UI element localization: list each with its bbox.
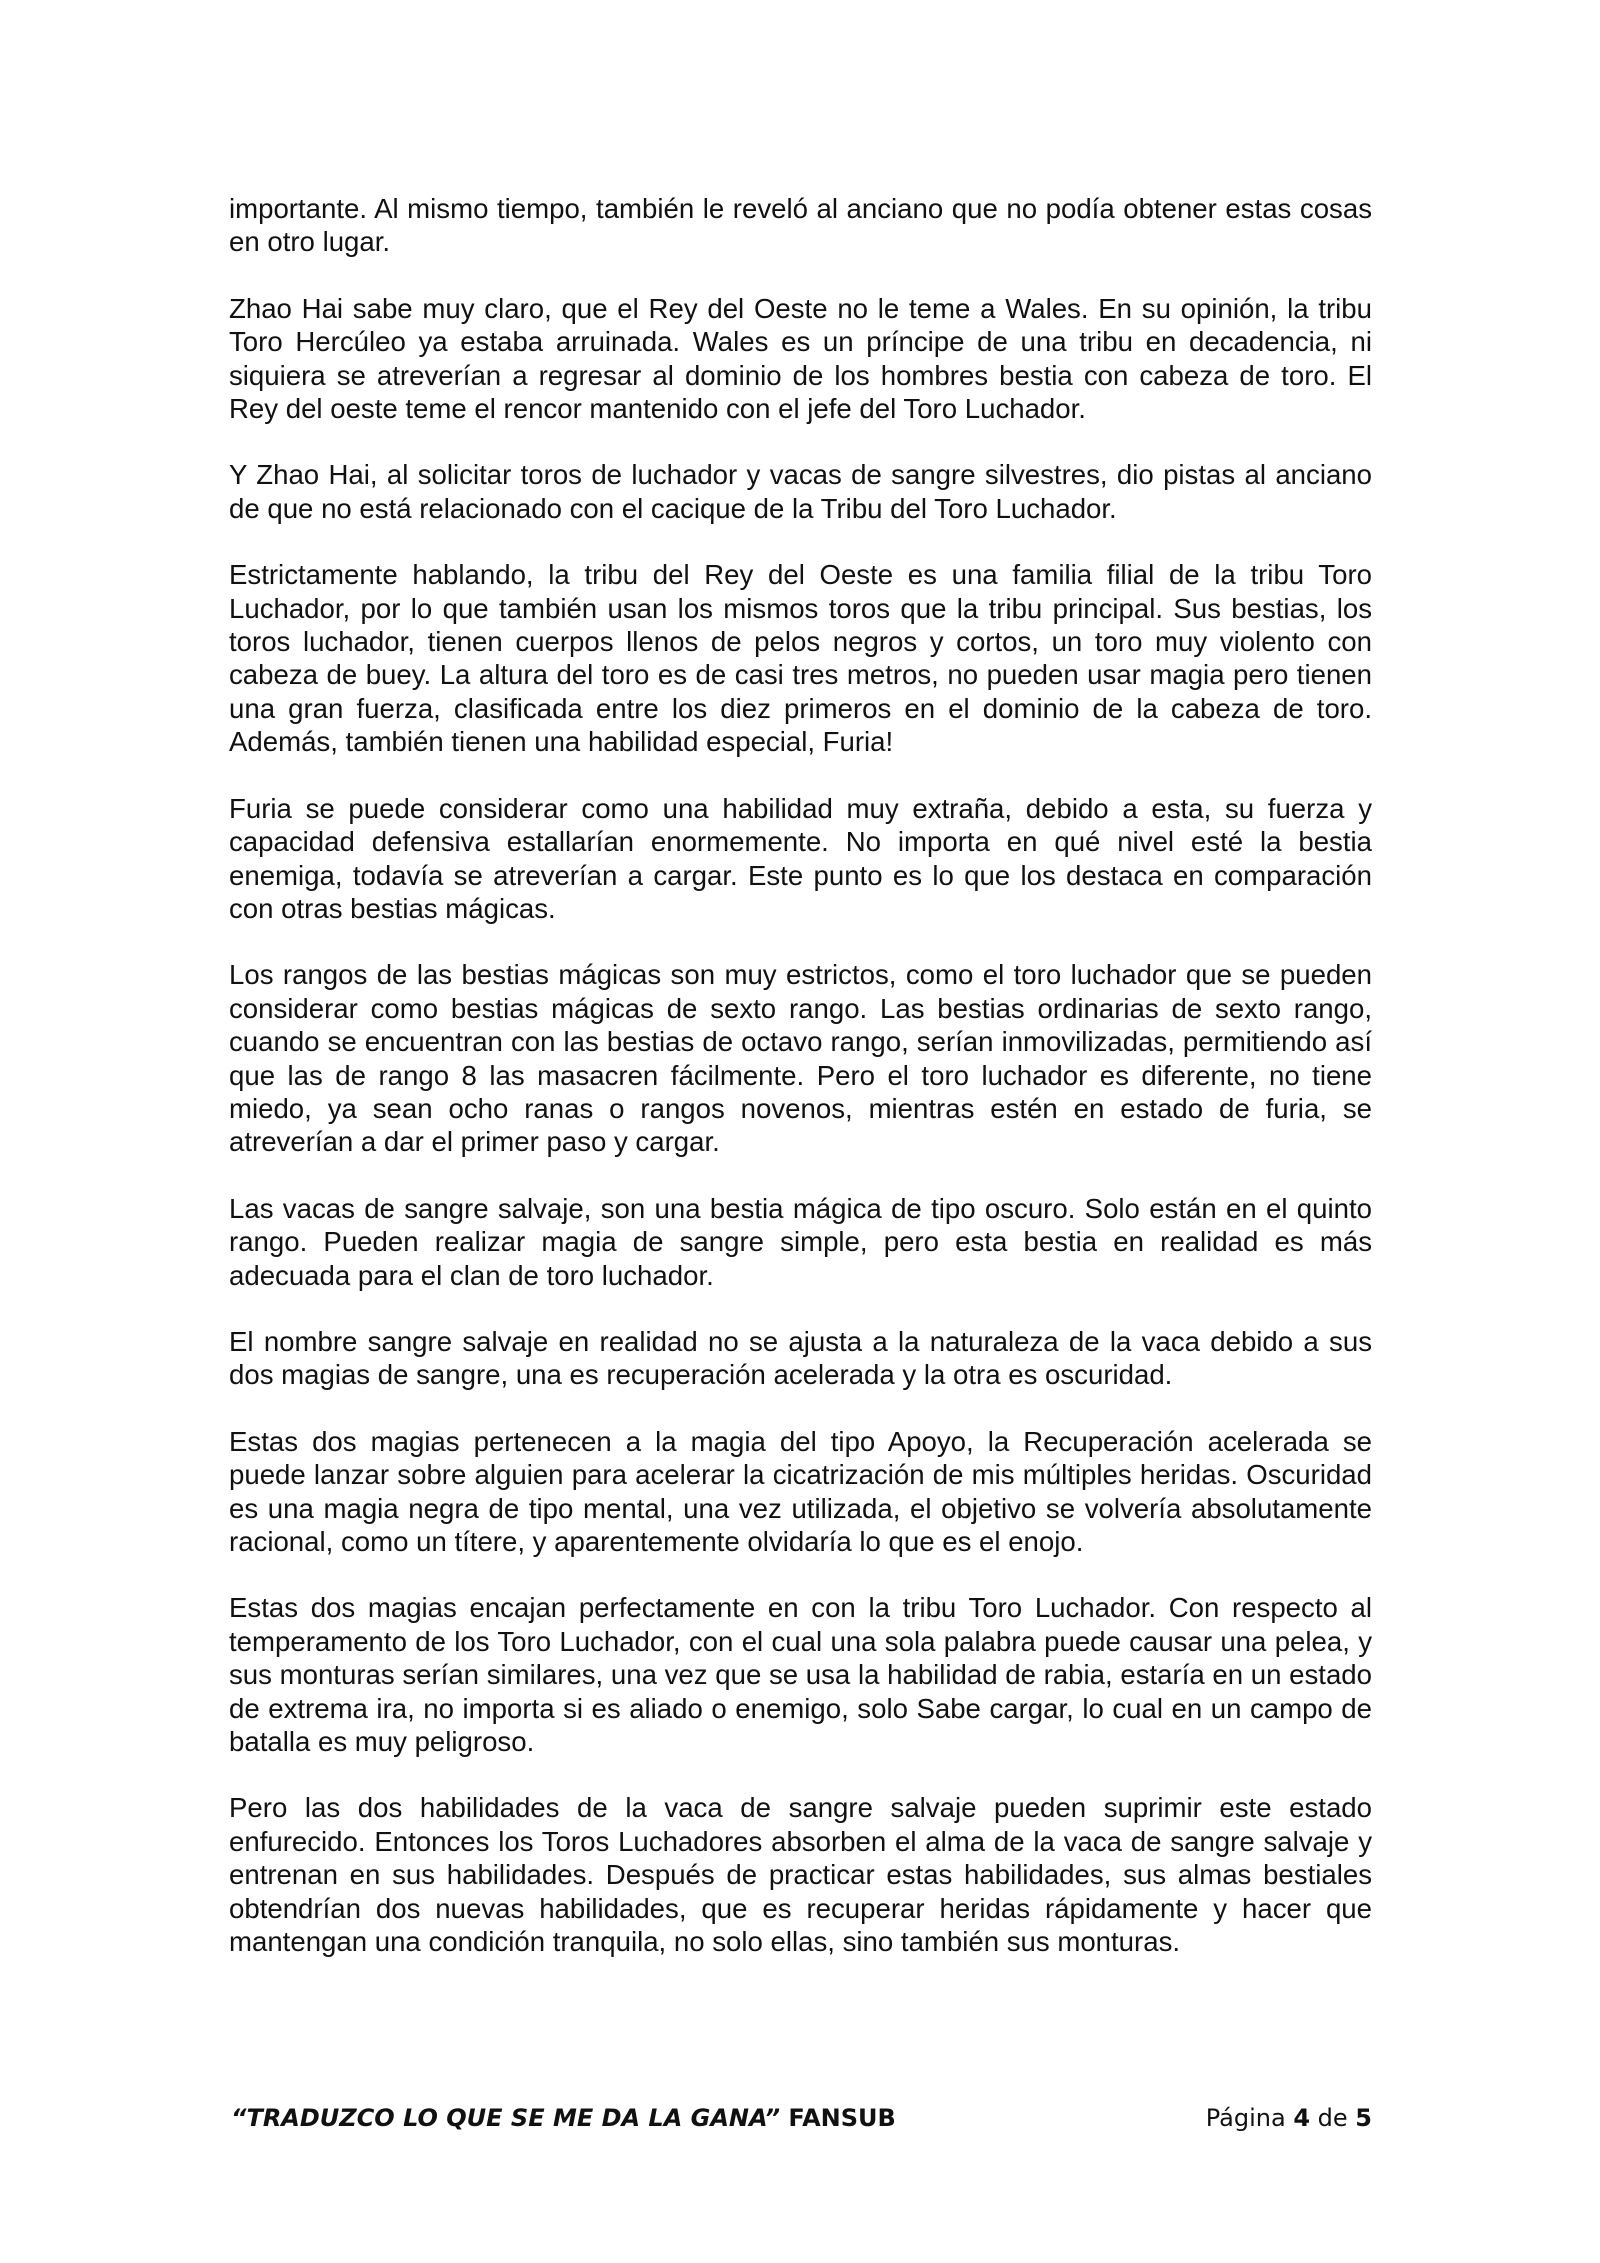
paragraph-6: Los rangos de las bestias mágicas son muy estrictos, como el toro luchador que se pueden considerar como bestias mágicas de sexto rango. Las bestias ordinarias de sexto rango, cuando se encuentran con las bestias de octavo rango, serían inmovilizadas, permitiendo así que las de rango 8 las masacren fácilmente. Pero el toro luchador es diferente, no tiene miedo, ya sean ocho ranas o rangos novenos, mientras estén en estado de furia, se atreverían a dar el primer paso y cargar. <box>229 959 1372 1158</box>
paragraph-2: Zhao Hai sabe muy claro, que el Rey del Oeste no le teme a Wales. En su opinión, la tribu Toro Hercúleo ya estaba arruinada. Wales es un príncipe de una tribu en decadencia, ni siquiera se atreverían a regresar al dominio de los hombres bestia con cabeza de toro. El Rey del oeste teme el rencor mantenido con el jefe del Toro Luchador. <box>229 292 1372 425</box>
paragraph-1: importante. Al mismo tiempo, también le reveló al anciano que no podía obtener estas cosas en otro lugar. <box>229 193 1372 258</box>
of-word: de <box>1310 2104 1356 2132</box>
paragraph-7: Las vacas de sangre salvaje, son una bestia mágica de tipo oscuro. Solo están en el quinto rango. Pueden realizar magia de sangre simple, pero esta bestia en realidad es más adecuada para el clan de toro luchador. <box>229 1192 1372 1291</box>
paragraph-9: Estas dos magias pertenecen a la magia del tipo Apoyo, la Recuperación acelerada se puede lanzar sobre alguien para acelerar la cicatrización de mis múltiples heridas. Oscuridad es una magia negra de tipo mental, una vez utilizada, el objetivo se volvería absolutamente racional, como un títere, y aparentemente olvidaría lo que es el enojo. <box>229 1425 1372 1557</box>
page-word: Página <box>1205 2104 1294 2132</box>
document-body <box>229 192 1372 1958</box>
page-footer <box>229 2098 1372 2138</box>
fansub-credit <box>231 2098 896 2138</box>
paragraph-8: El nombre sangre salvaje en realidad no se ajusta a la naturaleza de la vaca debido a sus dos magias de sangre, una es recuperación acelerada y la otra es oscuridad. <box>229 1325 1372 1391</box>
paragraph-3: Y Zhao Hai, al solicitar toros de luchador y vacas de sangre silvestres, dio pistas al anciano de que no está relacionado con el cacique de la Tribu del Toro Luchador. <box>229 459 1372 524</box>
fansub-suffix: FANSUB <box>780 2104 896 2132</box>
fansub-title: “TRADUZCO LO QUE SE ME DA LA GANA” <box>231 2104 781 2132</box>
paragraph-4: Estrictamente hablando, la tribu del Rey del Oeste es una familia filial de la tribu Toro Luchador, por lo que también usan los mismos toros que la tribu principal. Sus bestias, los toros luchador, tienen cuerpos llenos de pelos negros y cortos, un toro muy violento con cabeza de buey. La altura del toro es de casi tres metros, no pueden usar magia pero tienen una gran fuerza, clasificada entre los diez primeros en el dominio de la cabeza de toro. Además, también tienen una habilidad especial, Furia! <box>229 559 1372 758</box>
page-number <box>1206 2098 1372 2138</box>
paragraph-5: Furia se puede considerar como una habilidad muy extraña, debido a esta, su fuerza y capacidad defensiva estallarían enormemente. No importa en qué nivel esté la bestia enemiga, todavía se atreverían a cargar. Este punto es lo que los destaca en comparación con otras bestias mágicas. <box>229 792 1372 924</box>
current-page: 4 <box>1293 2104 1311 2132</box>
total-pages: 5 <box>1355 2104 1372 2132</box>
paragraph-10: Estas dos magias encajan perfectamente en con la tribu Toro Luchador. Con respecto al temperamento de los Toro Luchador, con el cual una sola palabra puede causar una pelea, y sus monturas serían similares, una vez que se usa la habilidad de rabia, estaría en un estado de extrema ira, no importa si es aliado o enemigo, solo Sabe cargar, lo cual en un campo de batalla es muy peligroso. <box>229 1592 1372 1758</box>
paragraph-11: Pero las dos habilidades de la vaca de sangre salvaje pueden suprimir este estado enfurecido. Entonces los Toros Luchadores absorben el alma de la vaca de sangre salvaje y entrenan en sus habilidades. Después de practicar estas habilidades, sus almas bestiales obtendrían dos nuevas habilidades, que es recuperar heridas rápidamente y hacer que mantengan una condición tranquila, no solo ellas, sino también sus monturas. <box>229 1792 1372 1958</box>
